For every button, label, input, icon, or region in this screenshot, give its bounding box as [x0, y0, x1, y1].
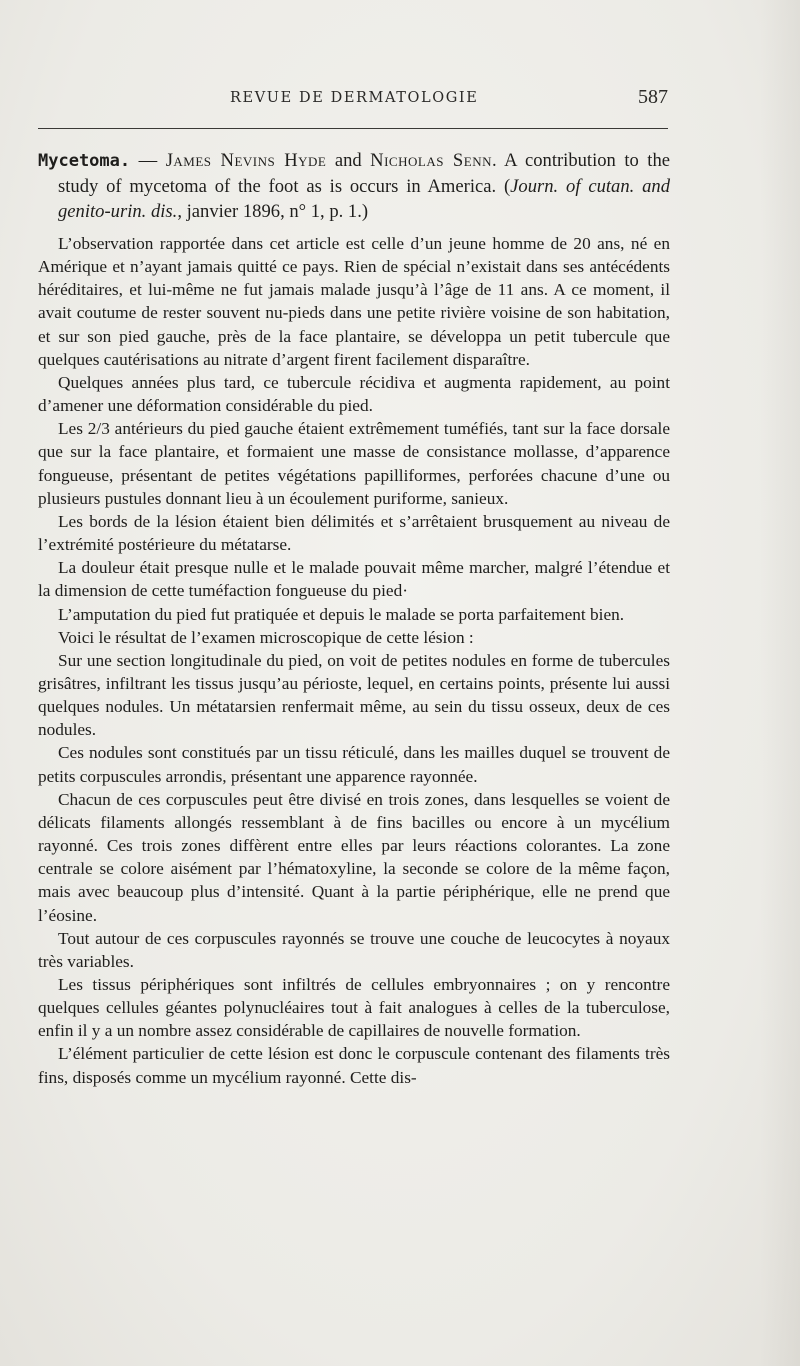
- paragraph: Sur une section longitudinale du pied, on voit de petites nodules en forme de tubercules grisâtres, infiltrant les tissus jusqu’au périoste, lequel, en certains points, présente lui aussi quelques nodules. Un métatarsien renfermait même, au sein du tissu osseux, deux de ces nodules.: [38, 650, 670, 740]
- header-rule: [38, 128, 668, 129]
- paragraph: L’observation rapportée dans cet article est celle d’un jeune homme de 20 ans, né en Amérique et n’ayant jamais quitté ce pays. Rien de spécial n’existait dans ses antécédents héréditaires, et lui-même ne fut jamais malade jusqu’à l’âge de 11 ans. A ce moment, il avait coutume de rester souvent nu-pieds dans une petite rivière voisine de son habitation, et sur son pied gauche, près de la face plantaire, se développa un petit tubercule que quelques cautérisations au nitrate d’argent firent facilement disparaître.: [38, 234, 670, 369]
- author-2: Nicholas Senn: [370, 150, 492, 171]
- paragraph: Les 2/3 antérieurs du pied gauche étaient extrêmement tuméfiés, tant sur la face dorsale que sur la face plantaire, et formaient une masse de consistance mollasse, d’apparence fongueuse, présentant de petites végétations papilliformes, perforées chacune d’une ou plusieurs pustules donnant lieu à un écoulement puriforme, sanieux.: [38, 419, 670, 508]
- page-edge-shadow: [760, 0, 800, 1366]
- paragraph: Tout autour de ces corpuscules rayonnés se trouve une couche de leucocytes à noyaux très variables.: [38, 928, 670, 971]
- article-heading: [38, 148, 670, 224]
- paragraph: Voici le résultat de l’examen microscopique de cette lésion :: [58, 627, 474, 647]
- journal-name: Journ. of cutan. and genito-urin. dis.: [58, 176, 670, 222]
- paragraph: Chacun de ces corpuscules peut être divisé en trois zones, dans lesquelles se voient de délicats filaments allongés ressemblant à de fins bacilles ou encore à un mycélium rayonné. Ces trois zones diffèrent entre elles par leurs réactions colorantes. La zone centrale se colore aisément par l’hématoxyline, la seconde se colore de la même façon, mais avec beaucoup plus d’intensité. Quant à la partie périphérique, elle ne prend que l’éosine.: [38, 789, 670, 925]
- running-title: REVUE DE DERMATOLOGIE: [230, 90, 479, 106]
- page-number: 587: [638, 86, 668, 108]
- author-1: James Nevins Hyde: [165, 150, 327, 171]
- paragraph: L’amputation du pied fut pratiquée et depuis le malade se porta parfaitement bien.: [58, 604, 625, 624]
- paragraph: Ces nodules sont constitués par un tissu réticulé, dans les mailles duquel se trouvent de petits corpuscules arrondis, présentant une apparence rayonnée.: [38, 743, 670, 786]
- article-body: [38, 148, 670, 1089]
- paragraph: Les bords de la lésion étaient bien délimités et s’arrêtaient brusquement au niveau de l’extrémité postérieure du métatarse.: [38, 511, 670, 555]
- heading-dash: —: [130, 150, 166, 171]
- paragraph: Les tissus périphériques sont infiltrés de cellules embryonnaires ; on y rencontre quelques cellules géantes polynucléaires tout à fait analogues à celles de la tuberculose, enfin il y a un nombre assez considérable de capillaires de nouvelle formation.: [38, 975, 670, 1041]
- paragraph: La douleur était presque nulle et le malade pouvait même marcher, malgré l’étendue et la dimension de cette tuméfaction fongueuse du pied·: [38, 558, 670, 601]
- paragraph: L’élément particulier de cette lésion est donc le corpuscule contenant des filaments très fins, disposés comme un mycélium rayonné. Cette dis-: [38, 1044, 670, 1087]
- article-title: . A contribution to the study of mycetoma of the foot as is occurs in America. (: [58, 150, 670, 197]
- paragraph: Quelques années plus tard, ce tubercule récidiva et augmenta rapidement, au point d’amener une déformation considérable du pied.: [38, 372, 670, 416]
- heading-and: and: [326, 150, 371, 171]
- running-header: [38, 88, 670, 114]
- citation: , janvier 1896, n° 1, p. 1.): [177, 201, 369, 222]
- lead-word: Mycetoma.: [38, 151, 131, 171]
